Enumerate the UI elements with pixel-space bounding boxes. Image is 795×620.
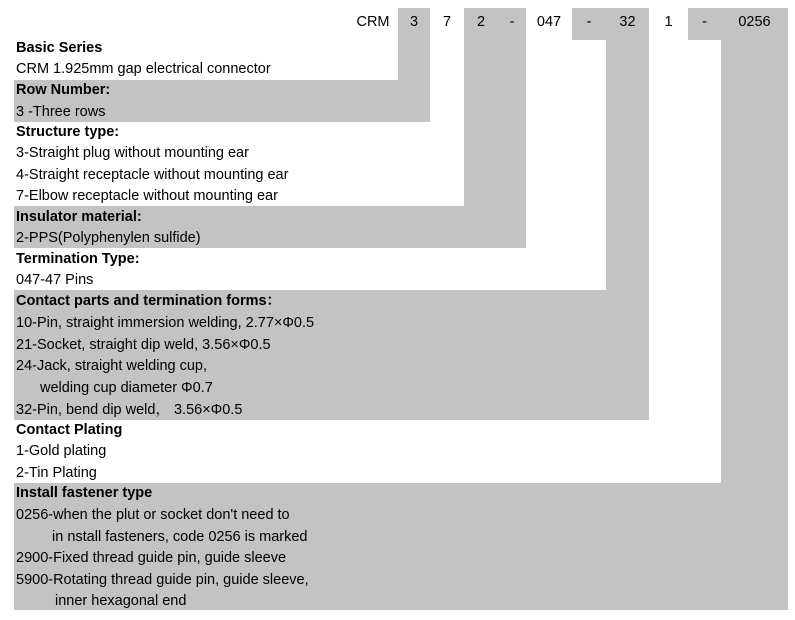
code-plating: 1: [664, 14, 673, 30]
code-insulator: 2: [476, 14, 486, 30]
code-rows: 3: [409, 14, 419, 30]
plating-line: 2-Tin Plating: [16, 465, 97, 481]
fastener-title: Install fastener type: [16, 485, 153, 501]
structure-type-line: 7-Elbow receptacle without mounting ear: [16, 188, 278, 204]
row-number-line: 3 -Three rows: [16, 104, 106, 120]
fastener-line: in nstall fasteners, code 0256 is marked: [52, 529, 308, 545]
code-cell-structure-bg: [464, 8, 498, 206]
structure-type-line: 4-Straight receptacle without mounting ear: [16, 167, 289, 183]
fastener-line: 5900-Rotating thread guide pin, guide sleeve,: [16, 572, 309, 588]
fastener-line: 0256-when the plut or socket don't need to: [16, 507, 290, 523]
code-dash-3: -: [702, 14, 707, 30]
basic-series-title: Basic Series: [16, 40, 103, 56]
termination-line: 047-47 Pins: [16, 272, 94, 288]
code-contact: 32: [619, 14, 636, 30]
fastener-line: 2900-Fixed thread guide pin, guide sleeve: [16, 550, 287, 566]
structure-type-title: Structure type:: [16, 124, 120, 140]
contact-title: Contact parts and termination forms：: [16, 293, 282, 309]
code-dash-2: -: [586, 14, 592, 30]
contact-line: 32-Pin, bend dip weld， 3.56×Φ0.5: [16, 402, 243, 418]
basic-series-line: CRM 1.925mm gap electrical connector: [16, 61, 271, 77]
contact-line: 21-Socket, straight dip weld, 3.56×Φ0.5: [16, 337, 271, 353]
fastener-line: inner hexagonal end: [55, 593, 187, 609]
contact-line: 24-Jack, straight welding cup,: [16, 358, 208, 374]
insulator-line: 2-PPS(Polyphenylen sulfide): [16, 230, 201, 246]
code-prefix: CRM: [356, 14, 390, 30]
code-fastener: 0256: [738, 14, 771, 30]
code-structure: 7: [442, 14, 452, 30]
plating-line: 1-Gold plating: [16, 443, 107, 459]
plating-title: Contact Plating: [16, 422, 123, 438]
code-dash-1: -: [509, 14, 515, 30]
contact-line: 10-Pin, straight immersion welding, 2.77×Φ0.5: [16, 315, 315, 331]
contact-line: welding cup diameter Φ0.7: [40, 380, 213, 396]
insulator-title: Insulator material:: [16, 209, 142, 225]
row-number-title: Row Number:: [16, 82, 111, 98]
termination-title: Termination Type:: [16, 251, 140, 267]
structure-type-line: 3-Straight plug without mounting ear: [16, 145, 249, 161]
code-termination: 047: [536, 14, 562, 30]
